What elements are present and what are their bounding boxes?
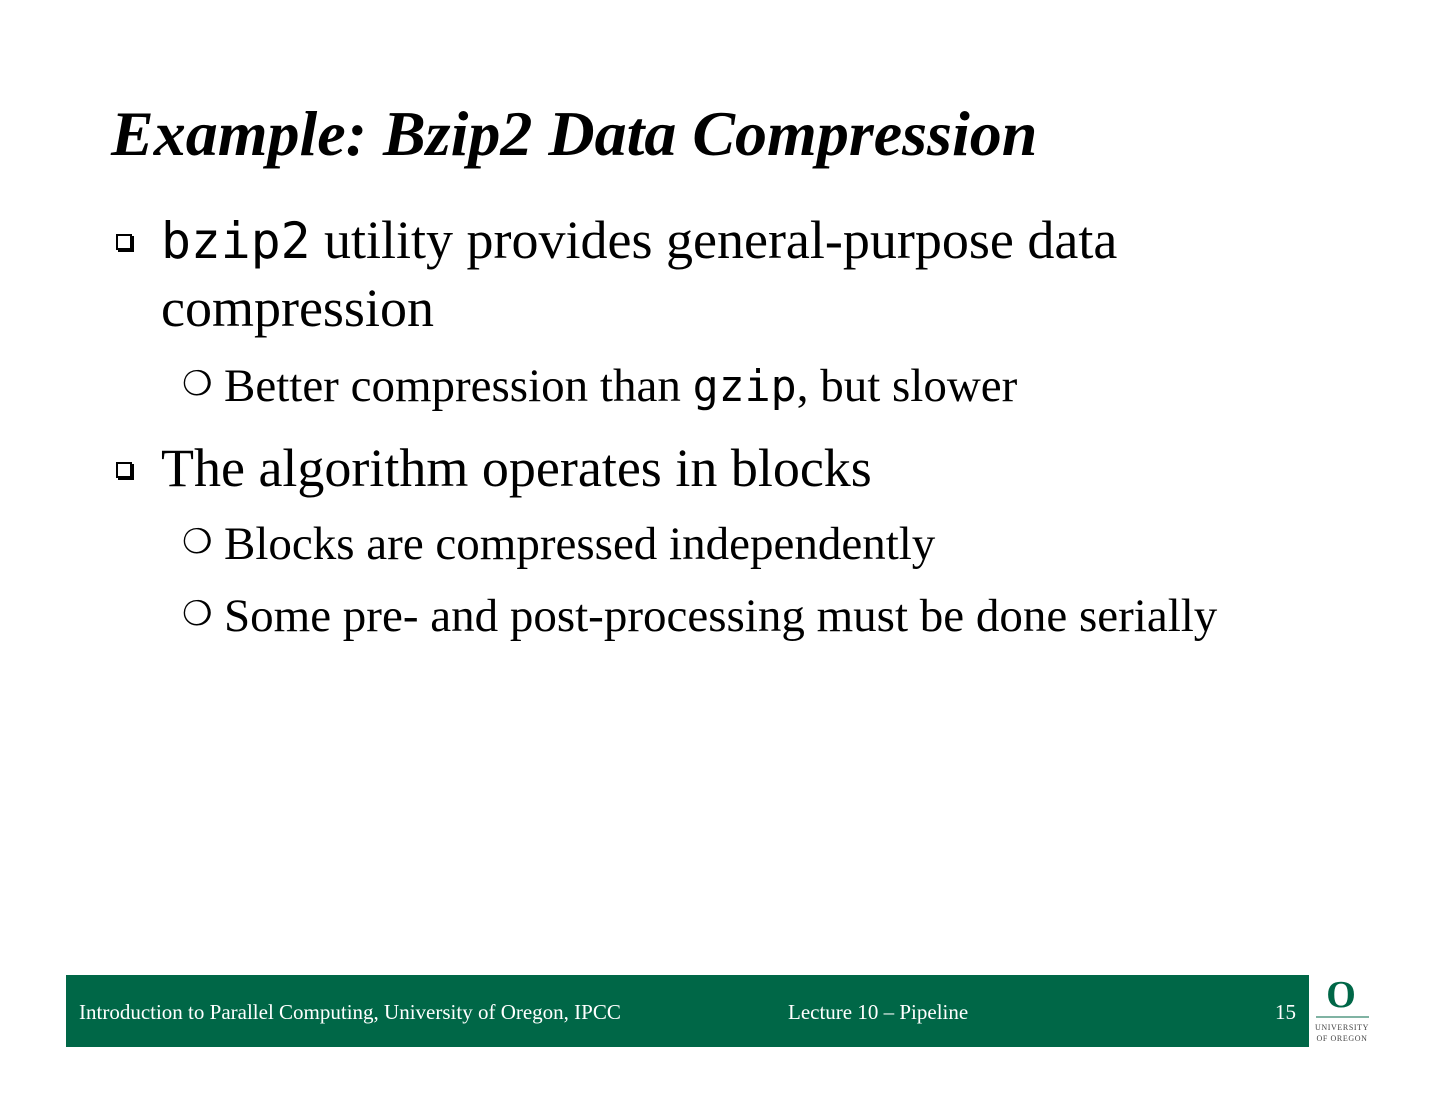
circle-bullet-icon: ❍	[182, 596, 213, 633]
university-of-oregon-logo	[1312, 977, 1372, 1045]
subbullet-1-1-code: gzip	[692, 362, 797, 412]
subbullet-2-2: Some pre- and post-processing must be done serially	[224, 590, 1218, 642]
footer-lecture: Lecture 10 – Pipeline	[788, 1000, 969, 1024]
logo-letter: O	[1326, 977, 1356, 1016]
bullet-1-text: utility provides general-purpose data	[310, 210, 1118, 270]
logo-line-1: UNIVERSITY	[1315, 1023, 1369, 1032]
bullet-1-code: bzip2	[161, 212, 311, 270]
footer-bar	[66, 975, 1309, 1047]
slide-title: Example: Bzip2 Data Compression	[111, 98, 1038, 169]
subbullet-1-1-before: Better compression than	[224, 360, 693, 412]
bullet-2: The algorithm operates in blocks	[161, 438, 872, 498]
square-bullet-icon	[116, 234, 132, 250]
subbullet-2-1: Blocks are compressed independently	[224, 518, 936, 570]
square-bullet-icon	[116, 462, 132, 478]
subbullet-1-1	[224, 357, 1017, 416]
footer-page-number: 15	[1275, 1000, 1296, 1024]
subbullet-1-1-after: , but slower	[796, 360, 1018, 412]
bullet-1	[161, 206, 1117, 275]
circle-bullet-icon: ❍	[182, 366, 213, 403]
logo-line-2: OF OREGON	[1316, 1034, 1368, 1043]
bullet-1-continuation: compression	[161, 278, 434, 338]
circle-bullet-icon: ❍	[182, 524, 213, 561]
footer-course: Introduction to Parallel Computing, University of Oregon, IPCC	[79, 1000, 621, 1024]
